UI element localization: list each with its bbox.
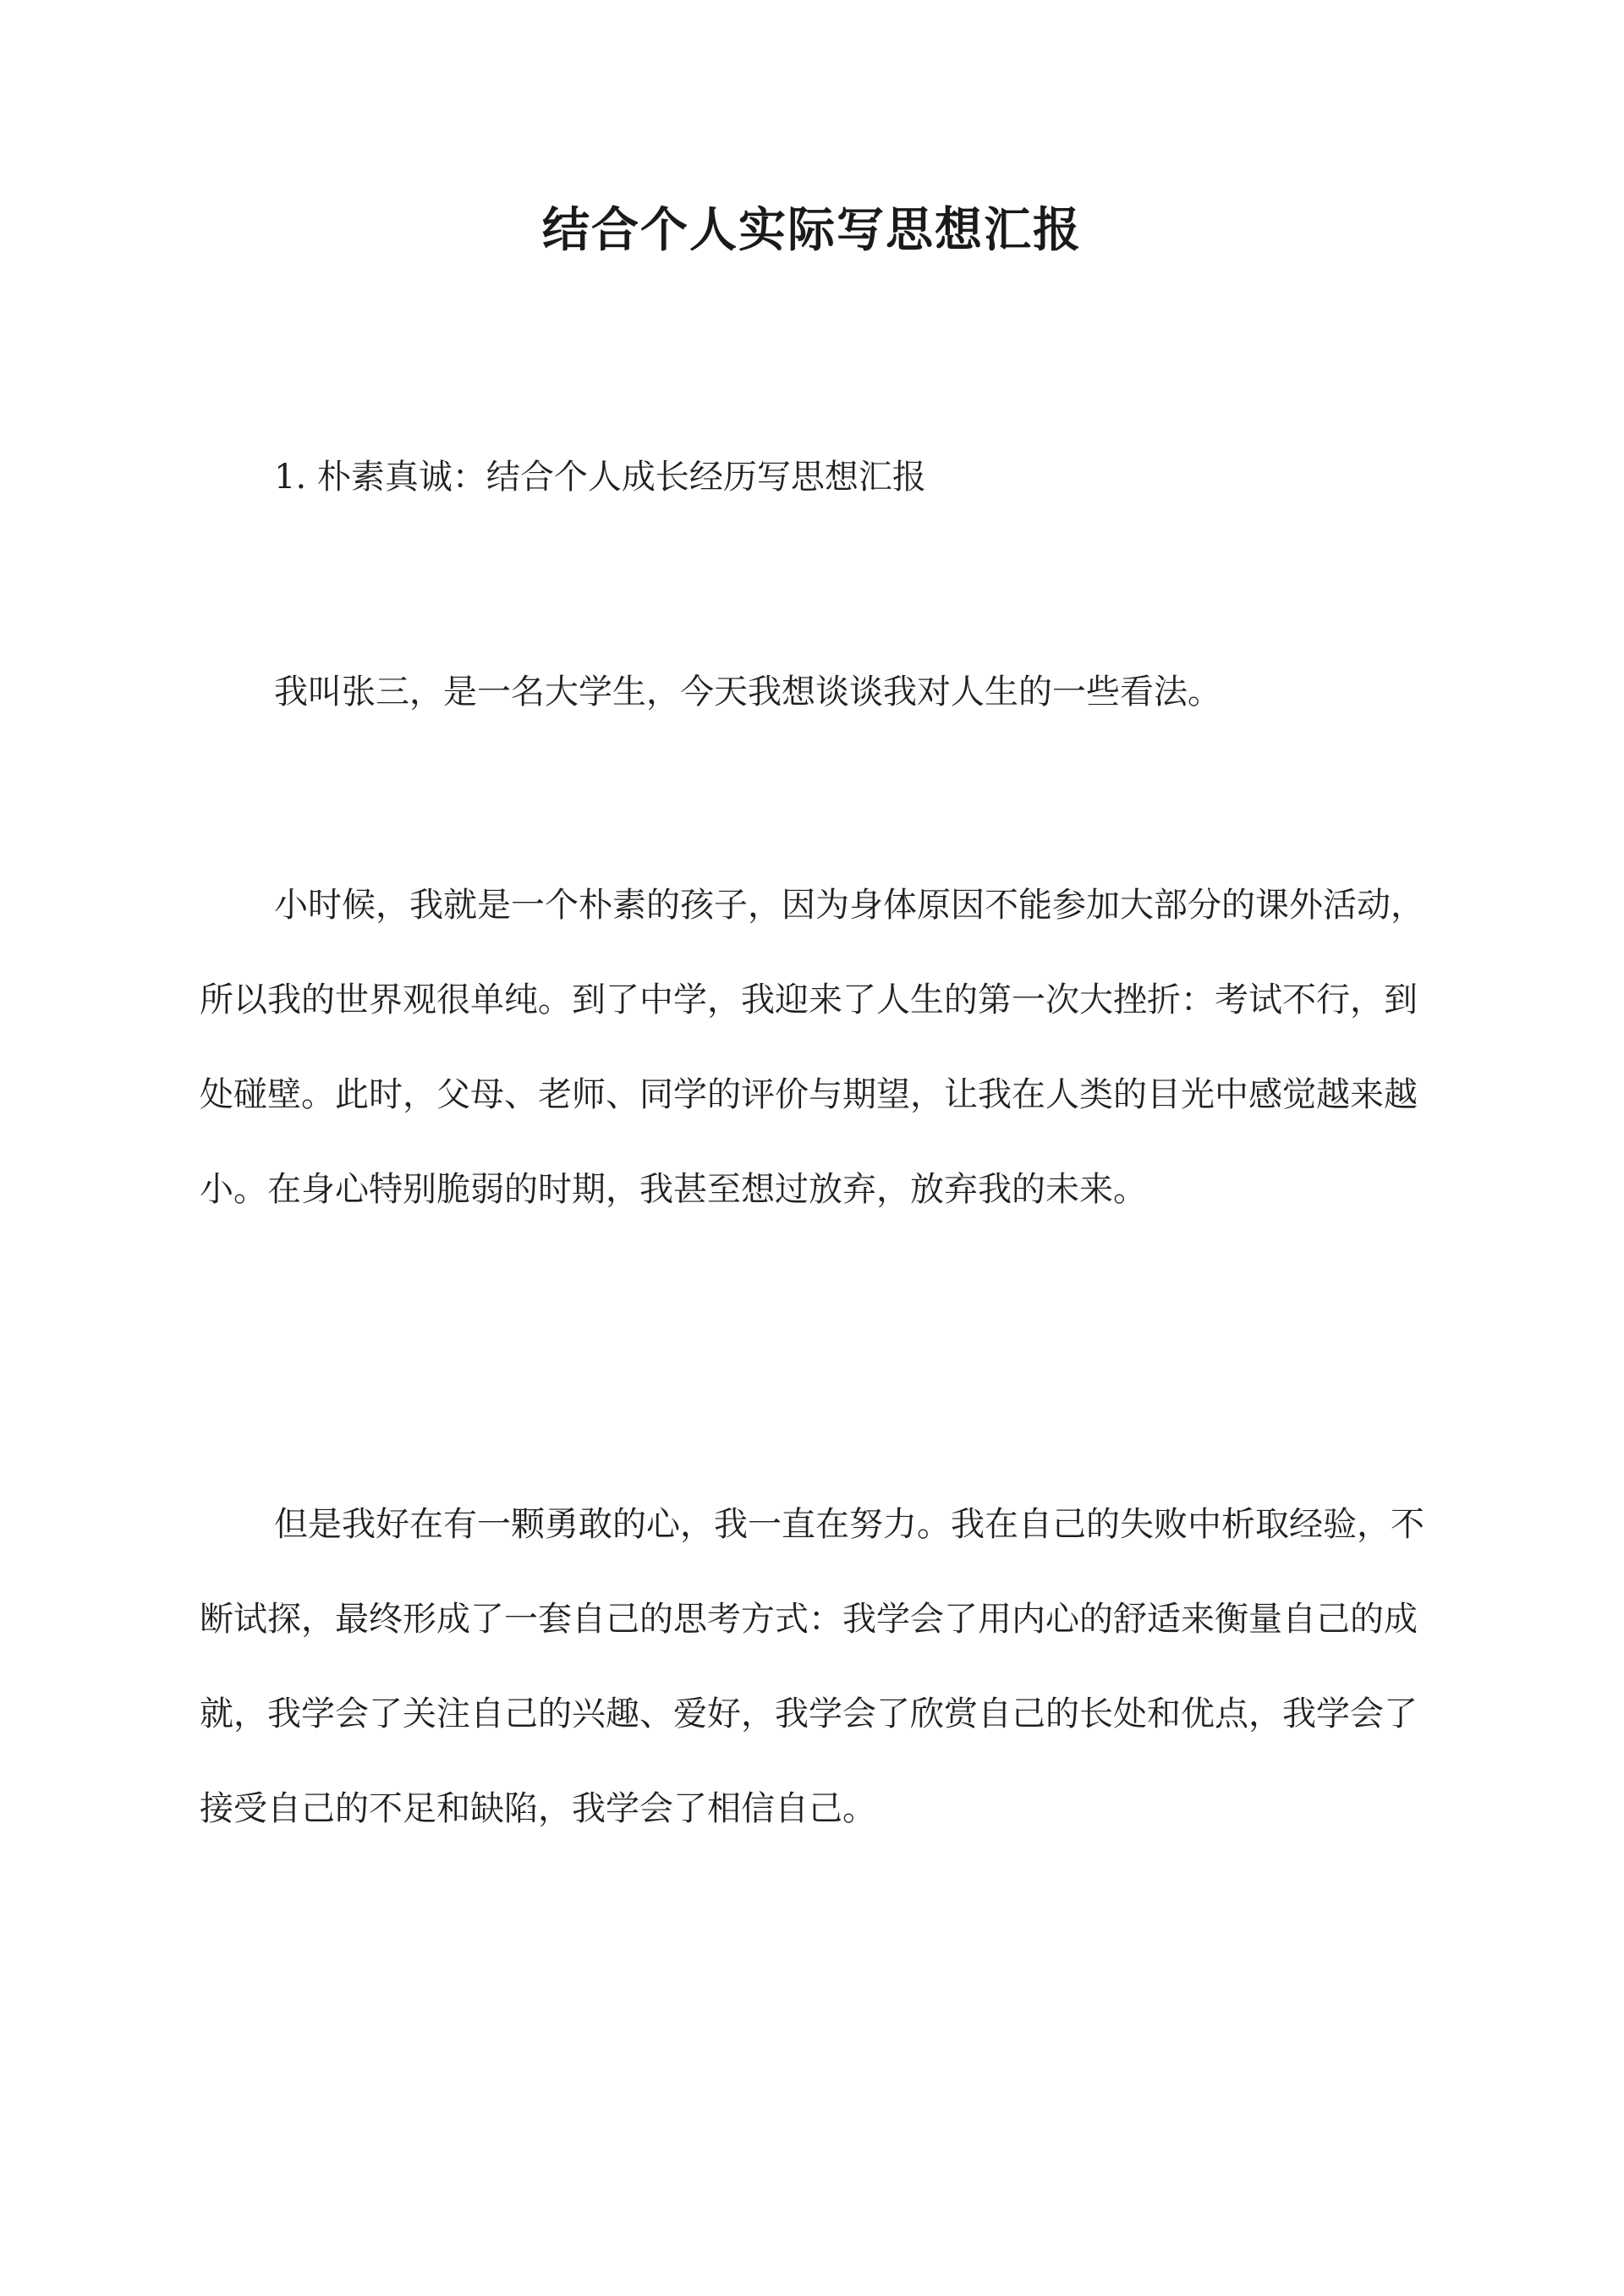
section-heading: 1. 朴素真诚：结合个人成长经历写思想汇报 (274, 458, 926, 497)
paragraph-childhood: 小时候，我就是一个朴素的孩子，因为身体原因不能参加大部分的课外活动，所以我的世界观很单纯。到了中学，我迎来了人生的第一次大挫折：考试不行，到处碰壁。此时，父母、老师、同学的评价与期望，让我在人类的目光中感觉越来越小。在身心特别脆弱的时期，我甚至想过放弃，放弃我的未来。 (200, 886, 1424, 1209)
paragraph-growth: 但是我好在有一颗勇敢的心，我一直在努力。我在自己的失败中析取经验，不断试探，最终形成了一套自己的思考方式：我学会了用内心的舒适来衡量自己的成就，我学会了关注自己的兴趣、爱好，我学会了欣赏自己的长处和优点，我学会了接受自己的不足和缺陷，我学会了相信自己。 (200, 1505, 1424, 1828)
page-title: 结合个人实际写思想汇报 (542, 202, 1082, 258)
paragraph-intro: 我叫张三，是一名大学生，今天我想谈谈我对人生的一些看法。 (274, 673, 1221, 711)
